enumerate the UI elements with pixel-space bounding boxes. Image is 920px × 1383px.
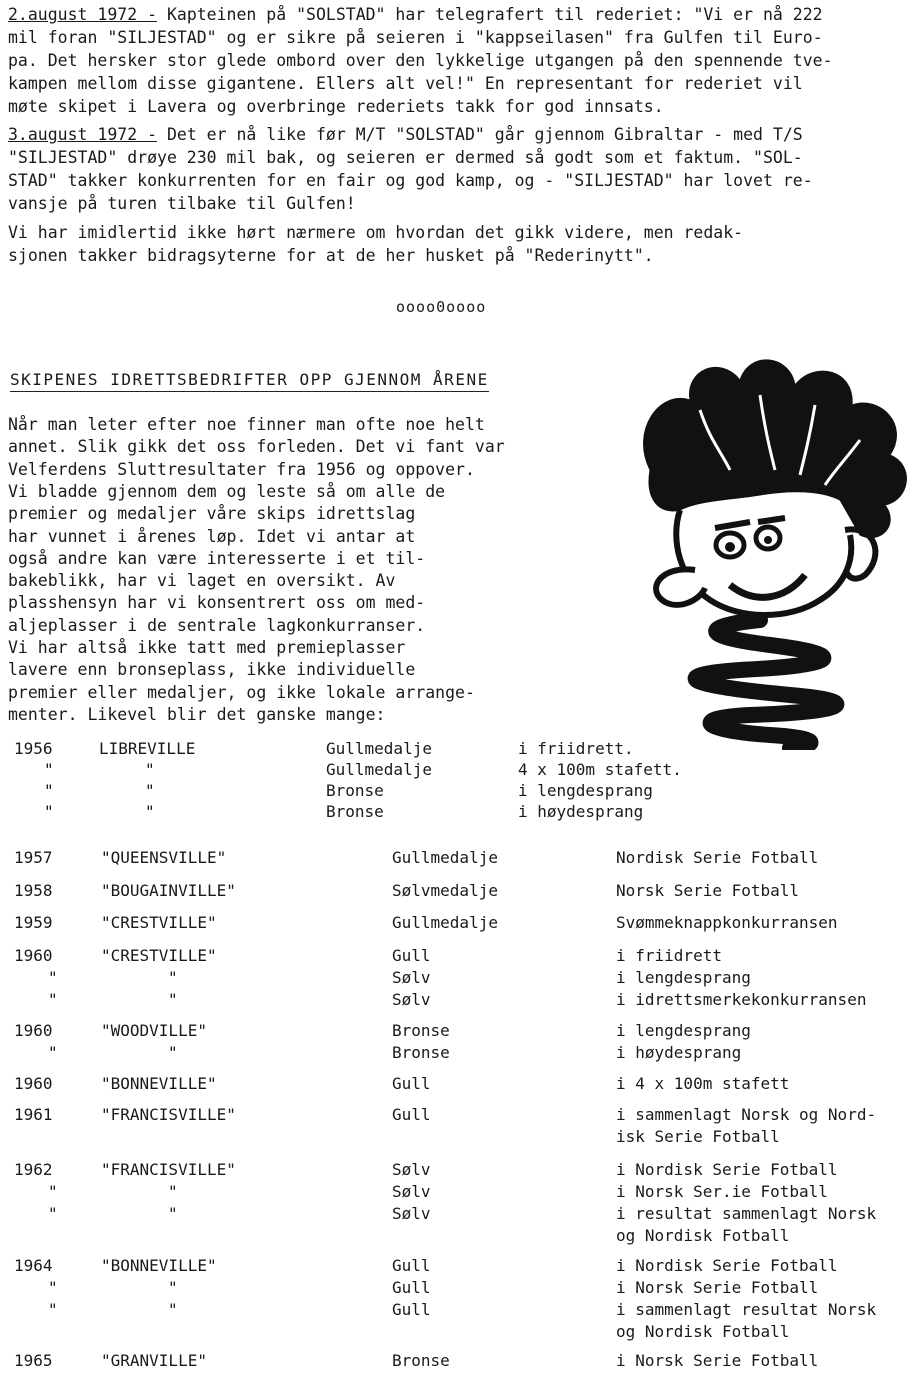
result-ship: " xyxy=(168,1278,178,1297)
result-year: " xyxy=(48,1278,58,1297)
result-ship: " xyxy=(145,802,155,821)
result-ship: " xyxy=(168,1300,178,1319)
result-medal: Bronse xyxy=(392,1351,450,1370)
result-ship: "GRANVILLE" xyxy=(101,1351,207,1370)
body-line: har vunnet i årenes løp. Idet vi antar at xyxy=(8,526,416,546)
result-event: Norsk Serie Fotball xyxy=(616,881,800,900)
result-ship: " xyxy=(168,1182,178,1201)
result-ship: "BONNEVILLE" xyxy=(101,1074,217,1093)
result-ship: "BONNEVILLE" xyxy=(101,1256,217,1275)
result-ship: "FRANCISVILLE" xyxy=(101,1160,236,1179)
result-year: " xyxy=(44,760,54,779)
intro-line: Vi har imidlertid ikke hørt nærmere om hvordan det gikk videre, men redak- xyxy=(8,223,744,242)
result-year: " xyxy=(48,1182,58,1201)
result-year: " xyxy=(44,802,54,821)
result-event: i resultat sammenlagt Norsk xyxy=(616,1204,877,1223)
result-year: 1965 xyxy=(14,1351,53,1370)
result-event: i Norsk Serie Fotball xyxy=(616,1351,819,1370)
result-event: i friidrett xyxy=(616,946,722,965)
result-event: i Norsk Serie Fotball xyxy=(616,1278,819,1297)
result-medal: Sølv xyxy=(392,1204,431,1223)
intro-line: 2.august 1972 - Kapteinen på "SOLSTAD" har telegrafert til rederiet: "Vi er nå 222 xyxy=(8,5,823,24)
intro-line: 3.august 1972 - Det er nå like før M/T "SOLSTAD" går gjennom Gibraltar - med T/S xyxy=(8,125,803,144)
result-year: " xyxy=(48,968,58,987)
result-event: i Nordisk Serie Fotball xyxy=(616,1160,838,1179)
intro-line: møte skipet i Lavera og overbringe rederiets takk for god innsats. xyxy=(8,97,664,116)
body-line: plasshensyn har vi konsentrert oss om med- xyxy=(8,593,426,613)
result-medal: Gull xyxy=(392,1074,431,1093)
result-event: i Nordisk Serie Fotball xyxy=(616,1256,838,1275)
result-medal: Gull xyxy=(392,1256,431,1275)
intro-line: mil foran "SILJESTAD" og er sikre på seieren i "kappseilasen" fra Gulfen til Euro- xyxy=(8,28,823,47)
result-year: 1964 xyxy=(14,1256,53,1275)
result-event: og Nordisk Fotball xyxy=(616,1226,790,1245)
result-year: 1960 xyxy=(14,946,53,965)
result-medal: Gullmedalje xyxy=(392,913,498,932)
result-event: i høydesprang xyxy=(616,1043,742,1062)
result-year: 1959 xyxy=(14,913,53,932)
result-medal: Gull xyxy=(392,1105,431,1124)
result-ship: "QUEENSVILLE" xyxy=(101,848,227,867)
result-medal: Bronse xyxy=(392,1021,450,1040)
result-ship: " xyxy=(168,1043,178,1062)
result-medal: Bronse xyxy=(326,802,384,821)
result-event: Svømmeknappkonkurransen xyxy=(616,913,838,932)
result-medal: Gull xyxy=(392,1300,431,1319)
result-medal: Gullmedalje xyxy=(326,739,432,758)
body-line: Velferdens Sluttresultater fra 1956 og oppover. xyxy=(8,459,475,479)
intro-line: pa. Det hersker stor glede ombord over den lykkelige utgangen på den spennende tve- xyxy=(8,51,833,70)
body-line: Når man leter efter noe finner man ofte noe helt xyxy=(8,415,485,434)
result-event: i lengdesprang xyxy=(616,968,751,987)
result-ship: " xyxy=(145,760,155,779)
result-year: 1960 xyxy=(14,1021,53,1040)
cartoon-face-illustration xyxy=(590,350,920,750)
body-line: premier og medaljer våre skips idrettslag xyxy=(8,504,416,524)
result-medal: Sølv xyxy=(392,1182,431,1201)
intro-line: STAD" takker konkurrenten for en fair og god kamp, og - "SILJESTAD" har lovet re- xyxy=(8,171,813,190)
body-line: premier eller medaljer, og ikke lokale arrange- xyxy=(8,682,475,702)
result-year: " xyxy=(48,1204,58,1223)
body-line: aljeplasser i de sentrale lagkonkurranser. xyxy=(8,615,426,635)
result-ship: LIBREVILLE xyxy=(99,739,196,758)
body-line: menter. Likevel blir det ganske mange: xyxy=(8,704,386,724)
result-year: 1961 xyxy=(14,1105,53,1124)
result-medal: Bronse xyxy=(326,781,384,800)
result-ship: " xyxy=(168,1204,178,1223)
result-year: 1958 xyxy=(14,881,53,900)
result-ship: "FRANCISVILLE" xyxy=(101,1105,236,1124)
result-medal: Sølv xyxy=(392,1160,431,1179)
result-ship: " xyxy=(168,968,178,987)
result-year: " xyxy=(44,781,54,800)
result-ship: "CRESTVILLE" xyxy=(101,946,217,965)
intro-line: kampen mellom disse gigantene. Ellers alt vel!" En representant for rederiet vil xyxy=(8,74,803,93)
section-separator: oooo0oooo xyxy=(396,298,487,316)
intro-line: vansje på turen tilbake til Gulfen! xyxy=(8,194,356,213)
result-medal: Sølvmedalje xyxy=(392,881,498,900)
result-year: 1956 xyxy=(14,739,53,758)
result-event: i Norsk Ser.ie Fotball xyxy=(616,1182,828,1201)
result-ship: " xyxy=(168,990,178,1009)
date-stamp: 3.august 1972 - xyxy=(8,125,158,144)
result-medal: Gullmedalje xyxy=(326,760,432,779)
result-event: i friidrett. xyxy=(518,739,634,758)
result-event: i lengdesprang xyxy=(616,1021,751,1040)
result-medal: Gull xyxy=(392,1278,431,1297)
body-line: også andre kan være interesserte i et til- xyxy=(8,548,426,568)
result-year: " xyxy=(48,1043,58,1062)
result-event: i sammenlagt resultat Norsk xyxy=(616,1300,877,1319)
result-year: 1957 xyxy=(14,848,53,867)
body-line: bakeblikk, har vi laget en oversikt. Av xyxy=(8,571,396,591)
result-year: " xyxy=(48,990,58,1009)
result-ship: " xyxy=(145,781,155,800)
result-event: Nordisk Serie Fotball xyxy=(616,848,819,867)
body-line: annet. Slik gikk det oss forleden. Det vi fant var xyxy=(8,437,505,457)
result-ship: "WOODVILLE" xyxy=(101,1021,207,1040)
result-ship: "CRESTVILLE" xyxy=(101,913,217,932)
intro-line: "SILJESTAD" drøye 230 mil bak, og seieren er dermed så godt som et faktum. "SOL- xyxy=(8,148,803,167)
result-medal: Bronse xyxy=(392,1043,450,1062)
result-medal: Sølv xyxy=(392,968,431,987)
result-event: isk Serie Fotball xyxy=(616,1127,780,1146)
result-medal: Gull xyxy=(392,946,431,965)
body-line: lavere enn bronseplass, ikke individuelle xyxy=(8,660,416,680)
result-event: og Nordisk Fotball xyxy=(616,1322,790,1341)
result-event: 4 x 100m stafett. xyxy=(518,760,682,779)
body-line: Vi har altså ikke tatt med premieplasser xyxy=(8,638,406,657)
date-stamp: 2.august 1972 - xyxy=(8,5,158,24)
intro-line: sjonen takker bidragsyterne for at de her husket på "Rederinytt". xyxy=(8,246,654,265)
result-event: i høydesprang xyxy=(518,802,644,821)
result-year: 1962 xyxy=(14,1160,53,1179)
result-event: i idrettsmerkekonkurransen xyxy=(616,990,867,1009)
result-year: 1960 xyxy=(14,1074,53,1093)
result-ship: "BOUGAINVILLE" xyxy=(101,881,236,900)
result-year: " xyxy=(48,1300,58,1319)
result-event: i 4 x 100m stafett xyxy=(616,1074,790,1093)
section-heading: SKIPENES IDRETTSBEDRIFTER OPP GJENNOM ÅRENE xyxy=(10,370,489,392)
result-medal: Sølv xyxy=(392,990,431,1009)
result-event: i sammenlagt Norsk og Nord- xyxy=(616,1105,877,1124)
result-medal: Gullmedalje xyxy=(392,848,498,867)
result-event: i lengdesprang xyxy=(518,781,653,800)
body-line: Vi bladde gjennom dem og leste så om alle de xyxy=(8,481,446,501)
